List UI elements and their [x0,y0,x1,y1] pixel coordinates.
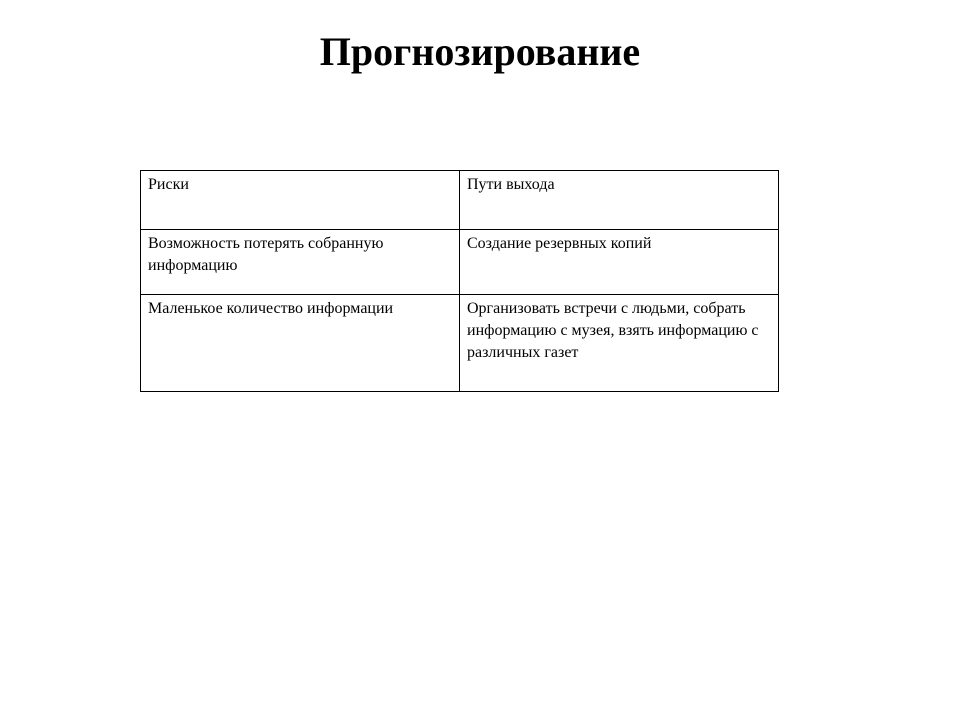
table-header-row [141,171,779,230]
risk-cell: Возможность потерять собранную информацию [141,230,460,295]
table-row [141,230,779,295]
header-risks: Риски [141,171,460,230]
slide-title: Прогнозирование [319,29,641,74]
header-solutions: Пути выхода [460,171,779,230]
risk-table [140,170,779,392]
solution-cell: Организовать встречи с людьми, собрать информацию с музея, взять информацию с различных газет [460,295,779,392]
solution-cell: Создание резервных копий [460,230,779,295]
risk-cell: Маленькое количество информации [141,295,460,392]
table-row [141,295,779,392]
